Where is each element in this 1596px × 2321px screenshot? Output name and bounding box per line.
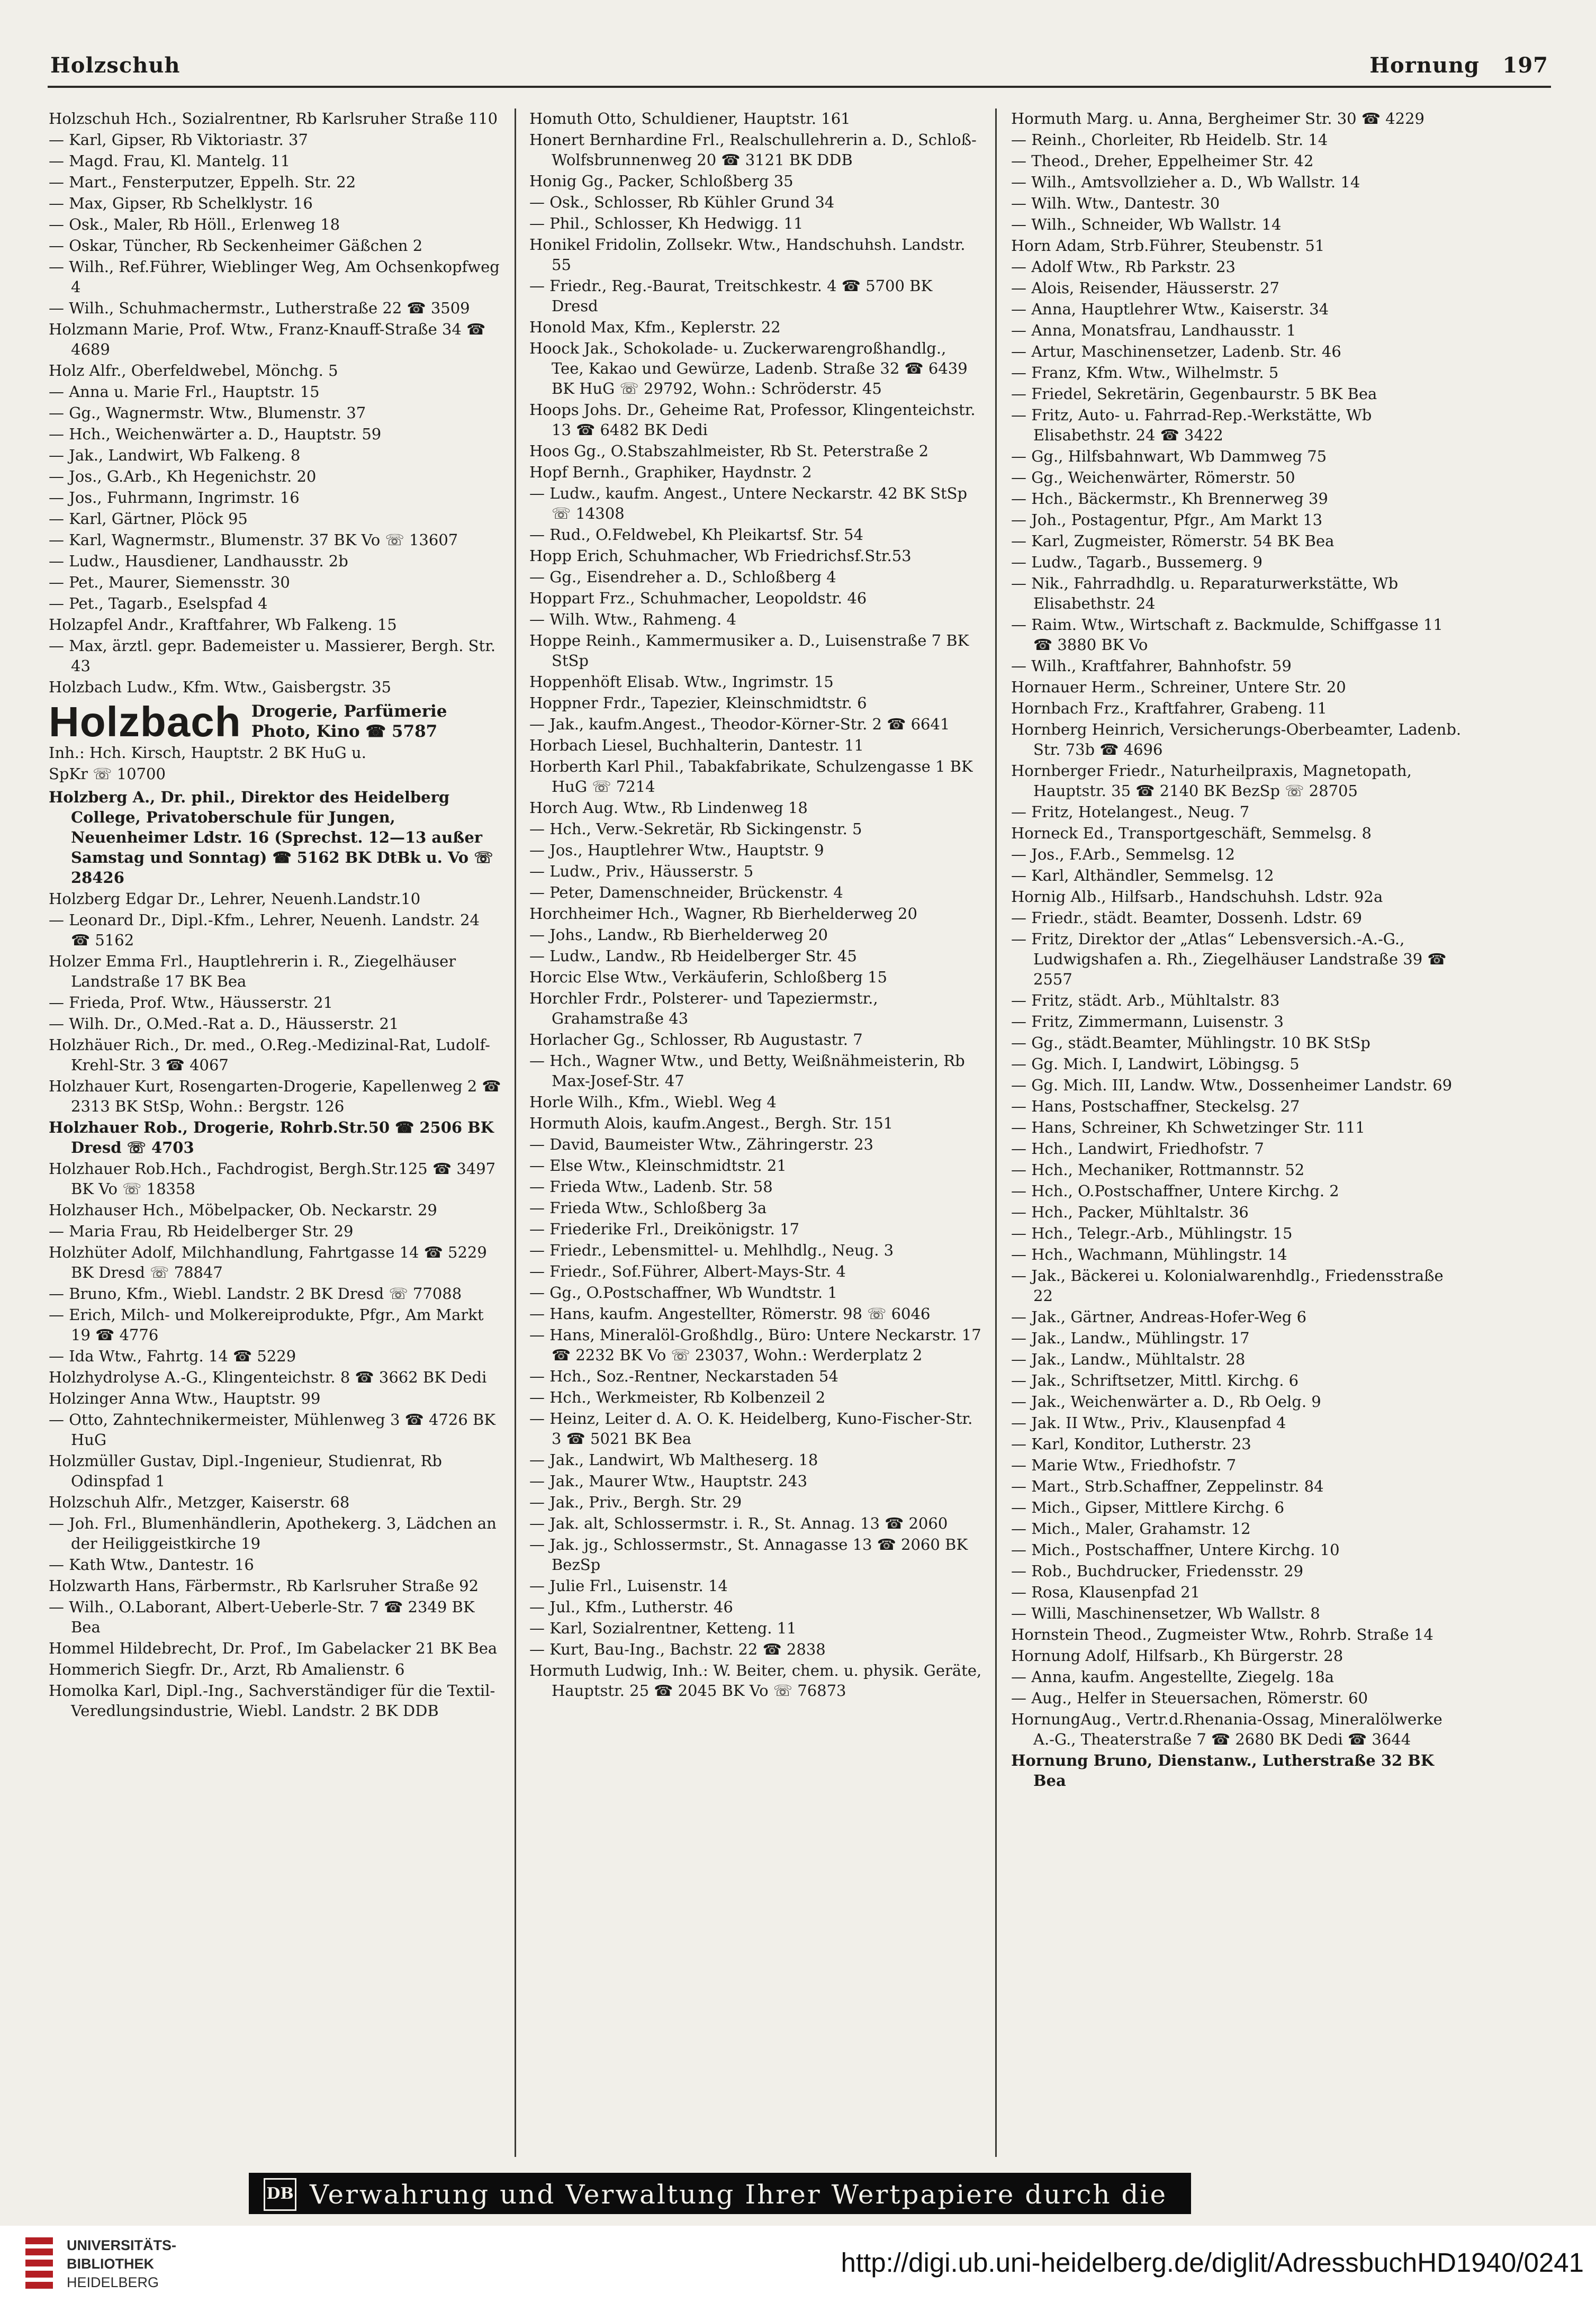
directory-entry: — Karl, Zugmeister, Römerstr. 54 BK Bea bbox=[1011, 532, 1334, 550]
column-divider bbox=[995, 109, 997, 2157]
directory-entry: — Jak., Gärtner, Andreas-Hofer-Weg 6 bbox=[1011, 1308, 1307, 1326]
directory-entry: — Osk., Schlosser, Rb Kühler Grund 34 bbox=[529, 193, 835, 211]
column-3 bbox=[1011, 109, 1464, 2157]
header-rule bbox=[48, 86, 1551, 88]
directory-entry: — Mich., Postschaffner, Untere Kirchg. 10 bbox=[1011, 1541, 1340, 1559]
directory-entry: — Phil., Schlosser, Kh Hedwigg. 11 bbox=[529, 214, 804, 232]
directory-entry: Holzapfel Andr., Kraftfahrer, Wb Falkeng. 15 bbox=[49, 616, 397, 634]
directory-entry: Homuth Otto, Schuldiener, Hauptstr. 161 bbox=[529, 110, 851, 128]
header-first-entry: Holzschuh bbox=[50, 53, 181, 78]
directory-entry: — Wilh. Dr., O.Med.-Rat a. D., Häusserstr. 21 bbox=[49, 1015, 399, 1033]
directory-entry: Holzschuh Alfr., Metzger, Kaiserstr. 68 bbox=[49, 1493, 350, 1511]
directory-entry: — Karl, Gipser, Rb Viktoriastr. 37 bbox=[49, 131, 308, 149]
library-name-line3: HEIDELBERG bbox=[67, 2274, 159, 2290]
bank-logo-icon: DB bbox=[264, 2178, 296, 2211]
directory-entry: — Jul., Kfm., Lutherstr. 46 bbox=[529, 1598, 733, 1616]
column-1 bbox=[49, 109, 501, 2157]
directory-entry: — Jak., Weichenwärter a. D., Rb Oelg. 9 bbox=[1011, 1393, 1321, 1411]
directory-entry: Hoock Jak., Schokolade- u. Zuckerwarengroßhandlg., Tee, Kakao und Gewürze, Ladenb. Straße 32 ☎ 6439 BK HuG ☏ 29792, Wohn.: Schröderstr. 45 bbox=[529, 339, 968, 398]
directory-entry: Holzberg Edgar Dr., Lehrer, Neuenh.Landstr.10 bbox=[49, 890, 421, 908]
directory-entry: — Karl, Konditor, Lutherstr. 23 bbox=[1011, 1435, 1251, 1453]
directory-entry: — Peter, Damenschneider, Brückenstr. 4 bbox=[529, 883, 843, 901]
directory-entry: Holzinger Anna Wtw., Hauptstr. 99 bbox=[49, 1389, 321, 1407]
directory-entry: — Ludw., Priv., Häusserstr. 5 bbox=[529, 862, 754, 880]
directory-entry: — Wilh., Schneider, Wb Wallstr. 14 bbox=[1011, 215, 1282, 233]
directory-entry: — Hans, Postschaffner, Steckelsg. 27 bbox=[1011, 1097, 1300, 1115]
directory-entry: Holzhüter Adolf, Milchhandlung, Fahrtgasse 14 ☎ 5229 BK Dresd ☏ 78847 bbox=[49, 1243, 487, 1281]
directory-entry: — Hch., Telegr.-Arb., Mühlingstr. 15 bbox=[1011, 1224, 1293, 1242]
directory-entry: Horbach Liesel, Buchhalterin, Dantestr. 11 bbox=[529, 736, 864, 754]
directory-entry: — Jak., Landw., Mühltalstr. 28 bbox=[1011, 1350, 1246, 1368]
holzbach-advert-business bbox=[251, 701, 447, 742]
directory-entry: — Ida Wtw., Fahrtg. 14 ☎ 5229 bbox=[49, 1347, 296, 1365]
directory-entry: — Hch., Werkmeister, Rb Kolbenzeil 2 bbox=[529, 1388, 826, 1406]
directory-entry: — Marie Wtw., Friedhofstr. 7 bbox=[1011, 1456, 1237, 1474]
directory-entry: Hoos Gg., O.Stabszahlmeister, Rb St. Peterstraße 2 bbox=[529, 442, 929, 460]
directory-entry: — Theod., Dreher, Eppelheimer Str. 42 bbox=[1011, 152, 1314, 170]
directory-entry: — Ludw., kaufm. Angest., Untere Neckarstr. 42 BK StSp ☏ 14308 bbox=[529, 484, 968, 522]
column-1-entries-bottom bbox=[49, 787, 501, 1721]
directory-entry: Horlacher Gg., Schlosser, Rb Augustastr. 7 bbox=[529, 1031, 863, 1049]
page-number: 197 bbox=[1502, 53, 1548, 78]
footer-advert-text: Verwahrung und Verwaltung Ihrer Wertpapiere durch die bbox=[310, 2179, 1168, 2210]
directory-entry: — Pet., Tagarb., Eselspfad 4 bbox=[49, 594, 268, 612]
directory-entry: — Joh. Frl., Blumenhändlerin, Apothekerg. 3, Lädchen an der Heiliggeistkirche 19 bbox=[49, 1514, 497, 1552]
directory-entry: — Hch., Wachmann, Mühlingstr. 14 bbox=[1011, 1245, 1287, 1263]
directory-entry: Holzhauser Hch., Möbelpacker, Ob. Neckarstr. 29 bbox=[49, 1201, 437, 1219]
directory-entry: — Frieda, Prof. Wtw., Häusserstr. 21 bbox=[49, 994, 333, 1012]
directory-entry: — Gg., Hilfsbahnwart, Wb Dammweg 75 bbox=[1011, 447, 1327, 465]
directory-entry: — Fritz, Direktor der „Atlas“ Lebensversich.-A.-G., Ludwigshafen a. Rh., Ziegelhäuser Landstraße 39 ☎ 2557 bbox=[1011, 930, 1447, 988]
directory-entry: Hoppenhöft Elisab. Wtw., Ingrimstr. 15 bbox=[529, 673, 834, 691]
directory-entry: — Max, Gipser, Rb Schelklystr. 16 bbox=[49, 194, 313, 212]
directory-entry: Horchler Frdr., Polsterer- und Tapeziermstr., Grahamstraße 43 bbox=[529, 989, 878, 1027]
directory-entry: — Gg. Mich. I, Landwirt, Löbingsg. 5 bbox=[1011, 1055, 1300, 1073]
directory-entry: Honold Max, Kfm., Keplerstr. 22 bbox=[529, 318, 781, 336]
directory-entry: Holzhauer Kurt, Rosengarten-Drogerie, Kapellenweg 2 ☎ 2313 BK StSp, Wohn.: Bergstr. 126 bbox=[49, 1077, 501, 1115]
directory-entry: — Hch., Mechaniker, Rottmannstr. 52 bbox=[1011, 1161, 1305, 1179]
holzbach-advert-line1: Drogerie, Parfümerie bbox=[251, 702, 447, 721]
directory-entry: — Rud., O.Feldwebel, Kh Pleikartsf. Str. 54 bbox=[529, 526, 863, 544]
directory-entry: — Karl, Althändler, Semmelsg. 12 bbox=[1011, 866, 1274, 884]
directory-entry: — Anna, kaufm. Angestellte, Ziegelg. 18a bbox=[1011, 1668, 1334, 1686]
directory-entry: — Julie Frl., Luisenstr. 14 bbox=[529, 1577, 728, 1595]
directory-entry: — Wilh., Schuhmachermstr., Lutherstraße 22 ☎ 3509 bbox=[49, 299, 470, 317]
directory-entry: — Willi, Maschinensetzer, Wb Wallstr. 8 bbox=[1011, 1604, 1320, 1622]
directory-entry: HornungAug., Vertr.d.Rhenania-Ossag, Mineralölwerke A.-G., Theaterstraße 7 ☎ 2680 BK Dedi ☎ 3644 bbox=[1011, 1710, 1442, 1748]
digitization-footer bbox=[0, 2226, 1596, 2321]
directory-entry: Hommel Hildebrecht, Dr. Prof., Im Gabelacker 21 BK Bea bbox=[49, 1639, 498, 1657]
directory-entry: — Hans, Schreiner, Kh Schwetzinger Str. 111 bbox=[1011, 1118, 1365, 1136]
directory-entry: Hopf Bernh., Graphiker, Haydnstr. 2 bbox=[529, 463, 812, 481]
directory-entry: — Wilh., O.Laborant, Albert-Ueberle-Str. 7 ☎ 2349 BK Bea bbox=[49, 1598, 475, 1636]
directory-entry: — Jak., Landwirt, Wb Falkeng. 8 bbox=[49, 446, 301, 464]
directory-entry: — Otto, Zahntechnikermeister, Mühlenweg 3 ☎ 4726 BK HuG bbox=[49, 1411, 495, 1449]
directory-entry: — Nik., Fahrradhdlg. u. Reparaturwerkstätte, Wb Elisabethstr. 24 bbox=[1011, 574, 1399, 612]
directory-entry: — Fritz, Auto- u. Fahrrad-Rep.-Werkstätte, Wb Elisabethstr. 24 ☎ 3422 bbox=[1011, 406, 1372, 444]
directory-entry: — Reinh., Chorleiter, Rb Heidelb. Str. 14 bbox=[1011, 131, 1328, 149]
directory-entry: Hornung Adolf, Hilfsarb., Kh Bürgerstr. 28 bbox=[1011, 1647, 1343, 1665]
directory-entry: Honikel Fridolin, Zollsekr. Wtw., Handschuhsh. Landstr. 55 bbox=[529, 236, 966, 274]
column-2 bbox=[529, 109, 982, 2157]
directory-entry: — Friedr., städt. Beamter, Dossenh. Ldstr. 69 bbox=[1011, 909, 1363, 927]
directory-entry: — Gg., O.Postschaffner, Wb Wundtstr. 1 bbox=[529, 1284, 837, 1302]
directory-entry: — Rosa, Klausenpfad 21 bbox=[1011, 1583, 1201, 1601]
directory-entry: — Jos., Fuhrmann, Ingrimstr. 16 bbox=[49, 489, 300, 507]
directory-entry: — Friedr., Sof.Führer, Albert-Mays-Str. 4 bbox=[529, 1262, 846, 1280]
directory-entry: — Adolf Wtw., Rb Parkstr. 23 bbox=[1011, 258, 1236, 276]
directory-entry: — Wilh., Ref.Führer, Wieblinger Weg, Am Ochsenkopfweg 4 bbox=[49, 258, 500, 296]
university-library-logo-icon bbox=[25, 2237, 53, 2297]
directory-entry: Hornstein Theod., Zugmeister Wtw., Rohrb. Straße 14 bbox=[1011, 1625, 1433, 1643]
directory-entry: — Mich., Gipser, Mittlere Kirchg. 6 bbox=[1011, 1498, 1285, 1516]
directory-entry: Holz Alfr., Oberfeldwebel, Mönchg. 5 bbox=[49, 362, 338, 380]
directory-entry: — Hch., Packer, Mühltalstr. 36 bbox=[1011, 1203, 1249, 1221]
holzbach-advert-line2: Photo, Kino ☎ 5787 bbox=[251, 722, 438, 741]
directory-entry: — Jak., Priv., Bergh. Str. 29 bbox=[529, 1493, 742, 1511]
directory-entry: — Karl, Wagnermstr., Blumenstr. 37 BK Vo ☏ 13607 bbox=[49, 531, 458, 549]
directory-entry: — Hch., Verw.-Sekretär, Rb Sickingenstr. 5 bbox=[529, 820, 862, 838]
source-url-link[interactable]: http://digi.ub.uni-heidelberg.de/diglit/AdressbuchHD1940/0241 bbox=[841, 2247, 1584, 2278]
directory-entry: — Jak., kaufm.Angest., Theodor-Körner-Str. 2 ☎ 6641 bbox=[529, 715, 950, 733]
directory-entry: Hornbach Frz., Kraftfahrer, Grabeng. 11 bbox=[1011, 699, 1327, 717]
directory-entry: — Karl, Gärtner, Plöck 95 bbox=[49, 510, 248, 528]
directory-entry: — Pet., Maurer, Siemensstr. 30 bbox=[49, 573, 290, 591]
directory-entry: Honig Gg., Packer, Schloßberg 35 bbox=[529, 172, 794, 190]
directory-entry: Hormuth Ludwig, Inh.: W. Beiter, chem. u. physik. Geräte, Hauptstr. 25 ☎ 2045 BK Vo ☏ 76873 bbox=[529, 1661, 982, 1700]
directory-entry: Hormuth Marg. u. Anna, Bergheimer Str. 30 ☎ 4229 bbox=[1011, 110, 1424, 128]
directory-entry: Holzer Emma Frl., Hauptlehrerin i. R., Ziegelhäuser Landstraße 17 BK Bea bbox=[49, 952, 456, 990]
directory-entry: — Mich., Maler, Grahamstr. 12 bbox=[1011, 1520, 1251, 1538]
directory-entry: Horn Adam, Strb.Führer, Steubenstr. 51 bbox=[1011, 237, 1325, 255]
directory-entry: — Erich, Milch- und Molkereiprodukte, Pfgr., Am Markt 19 ☎ 4776 bbox=[49, 1306, 484, 1344]
directory-entry: — Artur, Maschinensetzer, Ladenb. Str. 46 bbox=[1011, 342, 1341, 360]
directory-entry: Hoppe Reinh., Kammermusiker a. D., Luisenstraße 7 BK StSp bbox=[529, 631, 969, 670]
directory-entry: Honert Bernhardine Frl., Realschullehrerin a. D., Schloß-Wolfsbrunnenweg 20 ☎ 3121 BK DDB bbox=[529, 131, 977, 169]
directory-entry: — Ludw., Tagarb., Bussemerg. 9 bbox=[1011, 553, 1263, 571]
directory-entry: — Maria Frau, Rb Heidelberger Str. 29 bbox=[49, 1222, 354, 1240]
directory-entry: Hornauer Herm., Schreiner, Untere Str. 20 bbox=[1011, 678, 1346, 696]
library-name-line1: UNIVERSITÄTS- bbox=[67, 2237, 177, 2253]
directory-entry: — Ludw., Landw., Rb Heidelberger Str. 45 bbox=[529, 947, 857, 965]
directory-entry: Holzhauer Rob., Drogerie, Rohrb.Str.50 ☎ 2506 BK Dresd ☏ 4703 bbox=[49, 1118, 494, 1157]
holzbach-advert bbox=[49, 698, 501, 784]
directory-entry: — Max, ärztl. gepr. Bademeister u. Massierer, Bergh. Str. 43 bbox=[49, 637, 496, 675]
directory-entry: — Hch., Soz.-Rentner, Neckarstaden 54 bbox=[529, 1367, 838, 1385]
directory-entry: — Friederike Frl., Dreikönigstr. 17 bbox=[529, 1220, 800, 1238]
directory-entry: Hornung Bruno, Dienstanw., Lutherstraße 32 BK Bea bbox=[1011, 1751, 1435, 1790]
directory-entry: — Raim. Wtw., Wirtschaft z. Backmulde, Schiffgasse 11 ☎ 3880 BK Vo bbox=[1011, 616, 1443, 654]
directory-entry: — Hch., Weichenwärter a. D., Hauptstr. 59 bbox=[49, 425, 382, 443]
directory-entry: Hornberger Friedr., Naturheilpraxis, Magnetopath, Hauptstr. 35 ☎ 2140 BK BezSp ☏ 28705 bbox=[1011, 762, 1412, 800]
directory-entry: — Johs., Landw., Rb Bierhelderweg 20 bbox=[529, 926, 828, 944]
directory-entry: — Heinz, Leiter d. A. O. K. Heidelberg, Kuno-Fischer-Str. 3 ☎ 5021 BK Bea bbox=[529, 1410, 973, 1448]
directory-entry: — Jak., Landw., Mühlingstr. 17 bbox=[1011, 1329, 1250, 1347]
directory-entry: — Gg. Mich. III, Landw. Wtw., Dossenheimer Landstr. 69 bbox=[1011, 1076, 1453, 1094]
directory-entry: Hornberg Heinrich, Versicherungs-Oberbeamter, Ladenb. Str. 73b ☎ 4696 bbox=[1011, 720, 1462, 758]
directory-entry: Holzhäuer Rich., Dr. med., O.Reg.-Medizinal-Rat, Ludolf-Krehl-Str. 3 ☎ 4067 bbox=[49, 1036, 490, 1074]
directory-entry: — Jak., Maurer Wtw., Hauptstr. 243 bbox=[529, 1472, 808, 1490]
directory-entry: Horle Wilh., Kfm., Wiebl. Weg 4 bbox=[529, 1093, 777, 1111]
directory-entry: Hommerich Siegfr. Dr., Arzt, Rb Amalienstr. 6 bbox=[49, 1660, 405, 1678]
directory-entry: Hormuth Alois, kaufm.Angest., Bergh. Str. 151 bbox=[529, 1114, 894, 1132]
directory-entry: — Wilh., Amtsvollzieher a. D., Wb Wallstr. 14 bbox=[1011, 173, 1360, 191]
directory-entry: Holzmann Marie, Prof. Wtw., Franz-Knauff-Straße 34 ☎ 4689 bbox=[49, 320, 486, 358]
directory-entry: Holzhauer Rob.Hch., Fachdrogist, Bergh.Str.125 ☎ 3497 BK Vo ☏ 18358 bbox=[49, 1160, 496, 1198]
directory-entry: — Friedel, Sekretärin, Gegenbaurstr. 5 BK Bea bbox=[1011, 385, 1377, 403]
directory-entry: — Magd. Frau, Kl. Mantelg. 11 bbox=[49, 152, 291, 170]
holzbach-advert-account: SpKr ☏ 10700 bbox=[49, 765, 166, 783]
directory-entry: — Wilh. Wtw., Dantestr. 30 bbox=[1011, 194, 1220, 212]
directory-entry: Hoppart Frz., Schuhmacher, Leopoldstr. 46 bbox=[529, 589, 867, 607]
directory-entry: Horchheimer Hch., Wagner, Rb Bierhelderweg 20 bbox=[529, 905, 917, 923]
directory-entry: — Jak. jg., Schlossermstr., St. Annagasse 13 ☎ 2060 BK BezSp bbox=[529, 1536, 968, 1574]
header-last-entry: Hornung bbox=[1369, 53, 1480, 78]
directory-entry: Holzwarth Hans, Färbermstr., Rb Karlsruher Straße 92 bbox=[49, 1577, 479, 1595]
directory-entry: — Mart., Fensterputzer, Eppelh. Str. 22 bbox=[49, 173, 356, 191]
directory-entry: — Hans, kaufm. Angestellter, Römerstr. 98 ☏ 6046 bbox=[529, 1305, 931, 1323]
directory-entry: — Else Wtw., Kleinschmidtstr. 21 bbox=[529, 1157, 787, 1175]
directory-entry: — Hans, Mineralöl-Großhdlg., Büro: Untere Neckarstr. 17 ☎ 2232 BK Vo ☏ 23037, Wohn.: Werderplatz 2 bbox=[529, 1326, 981, 1364]
directory-entry: — Fritz, Hotelangest., Neug. 7 bbox=[1011, 803, 1250, 821]
holzbach-advert-name: Holzbach bbox=[49, 698, 241, 745]
directory-entry: — Jos., Hauptlehrer Wtw., Hauptstr. 9 bbox=[529, 841, 824, 859]
page-header bbox=[50, 49, 1548, 86]
directory-entry: — Hch., O.Postschaffner, Untere Kirchg. 2 bbox=[1011, 1182, 1339, 1200]
directory-entry: — Wilh. Wtw., Rahmeng. 4 bbox=[529, 610, 736, 628]
directory-entry: Hornig Alb., Hilfsarb., Handschuhsh. Ldstr. 92a bbox=[1011, 888, 1383, 906]
directory-entry: — Anna, Hauptlehrer Wtw., Kaiserstr. 34 bbox=[1011, 300, 1329, 318]
directory-entry: Hoops Johs. Dr., Geheime Rat, Professor, Klingenteichstr. 13 ☎ 6482 BK Dedi bbox=[529, 401, 976, 439]
directory-entry: Holzhydrolyse A.-G., Klingenteichstr. 8 ☎ 3662 BK Dedi bbox=[49, 1368, 487, 1386]
directory-entry: — Anna, Monatsfrau, Landhausstr. 1 bbox=[1011, 321, 1296, 339]
directory-entry: Holzschuh Hch., Sozialrentner, Rb Karlsruher Straße 110 bbox=[49, 110, 498, 128]
directory-entry: — Osk., Maler, Rb Höll., Erlenweg 18 bbox=[49, 215, 340, 233]
directory-entry: Horch Aug. Wtw., Rb Lindenweg 18 bbox=[529, 799, 808, 817]
directory-entry: — Hch., Wagner Wtw., und Betty, Weißnähmeisterin, Rb Max-Josef-Str. 47 bbox=[529, 1052, 965, 1090]
directory-entry: — Leonard Dr., Dipl.-Kfm., Lehrer, Neuenh. Landstr. 24 ☎ 5162 bbox=[49, 911, 480, 949]
directory-entry: — Aug., Helfer in Steuersachen, Römerstr. 60 bbox=[1011, 1689, 1368, 1707]
column-1-entries-top bbox=[49, 109, 501, 697]
library-name-line2: BIBLIOTHEK bbox=[67, 2256, 154, 2272]
directory-entry: — Karl, Sozialrentner, Ketteng. 11 bbox=[529, 1619, 797, 1637]
directory-entry: Horcic Else Wtw., Verkäuferin, Schloßberg 15 bbox=[529, 968, 887, 986]
footer-advert-banner bbox=[249, 2173, 1191, 2214]
directory-entry: — Jak., Bäckerei u. Kolonialwarenhdlg., Friedensstraße 22 bbox=[1011, 1267, 1444, 1305]
directory-entry: — Jos., F.Arb., Semmelsg. 12 bbox=[1011, 845, 1235, 863]
directory-entry: — Gg., Eisendreher a. D., Schloßberg 4 bbox=[529, 568, 836, 586]
directory-entry: — Hch., Landwirt, Friedhofstr. 7 bbox=[1011, 1140, 1264, 1158]
directory-entry: — Friedr., Lebensmittel- u. Mehlhdlg., Neug. 3 bbox=[529, 1241, 894, 1259]
directory-entry: — Ludw., Hausdiener, Landhausstr. 2b bbox=[49, 552, 348, 570]
directory-entry: — Jak., Landwirt, Wb Maltheserg. 18 bbox=[529, 1451, 818, 1469]
directory-entry: — Gg., Weichenwärter, Römerstr. 50 bbox=[1011, 468, 1295, 486]
directory-entry: — Fritz, städt. Arb., Mühltalstr. 83 bbox=[1011, 991, 1280, 1009]
directory-entry: — Alois, Reisender, Häusserstr. 27 bbox=[1011, 279, 1279, 297]
column-2-entries bbox=[529, 109, 982, 1701]
directory-entry: — Jos., G.Arb., Kh Hegenichstr. 20 bbox=[49, 467, 317, 485]
column-3-entries bbox=[1011, 109, 1464, 1791]
column-divider bbox=[515, 109, 516, 2157]
directory-entry: Horneck Ed., Transportgeschäft, Semmelsg. 8 bbox=[1011, 824, 1372, 842]
directory-entry: — Jak. II Wtw., Priv., Klausenpfad 4 bbox=[1011, 1414, 1286, 1432]
university-library-name bbox=[67, 2236, 176, 2292]
directory-entry: — Kurt, Bau-Ing., Bachstr. 22 ☎ 2838 bbox=[529, 1640, 826, 1658]
directory-entry: — Jak., Schriftsetzer, Mittl. Kirchg. 6 bbox=[1011, 1371, 1299, 1389]
directory-entry: — Gg., städt.Beamter, Mühlingstr. 10 BK StSp bbox=[1011, 1034, 1370, 1052]
directory-entry: Holzbach Ludw., Kfm. Wtw., Gaisbergstr. 35 bbox=[49, 678, 391, 696]
directory-entry: Holzberg A., Dr. phil., Direktor des Heidelberg College, Privatoberschule für Jungen, Neuenheimer Ldstr. 16 (Sprechst. 12—13 außer Samstag und Sonntag) ☎ 5162 BK DtBk u. Vo ☏ 28426 bbox=[49, 788, 493, 887]
directory-entry: — Wilh., Kraftfahrer, Bahnhofstr. 59 bbox=[1011, 657, 1292, 675]
directory-entry: — Jak. alt, Schlossermstr. i. R., St. Annag. 13 ☎ 2060 bbox=[529, 1514, 948, 1532]
directory-entry: — Joh., Postagentur, Pfgr., Am Markt 13 bbox=[1011, 511, 1323, 529]
directory-entry: — Friedr., Reg.-Baurat, Treitschkestr. 4 ☎ 5700 BK Dresd bbox=[529, 277, 933, 315]
directory-entry: Hoppner Frdr., Tapezier, Kleinschmidtstr. 6 bbox=[529, 694, 867, 712]
directory-entry: — Oskar, Tüncher, Rb Seckenheimer Gäßchen 2 bbox=[49, 237, 423, 255]
directory-entry: Horberth Karl Phil., Tabakfabrikate, Schulzengasse 1 BK HuG ☏ 7214 bbox=[529, 757, 973, 796]
directory-entry: — Rob., Buchdrucker, Friedensstr. 29 bbox=[1011, 1562, 1304, 1580]
directory-entry: Homolka Karl, Dipl.-Ing., Sachverständiger für die Textil-Veredlungsindustrie, Wiebl. Landstr. 2 BK DDB bbox=[49, 1682, 495, 1720]
directory-entry: — David, Baumeister Wtw., Zähringerstr. 23 bbox=[529, 1135, 873, 1153]
directory-entry: — Fritz, Zimmermann, Luisenstr. 3 bbox=[1011, 1013, 1284, 1031]
directory-entry: — Kath Wtw., Dantestr. 16 bbox=[49, 1556, 254, 1574]
holzbach-advert-owner: Inh.: Hch. Kirsch, Hauptstr. 2 BK HuG u. bbox=[49, 744, 366, 762]
directory-entry: Holzmüller Gustav, Dipl.-Ingenieur, Studienrat, Rb Odinspfad 1 bbox=[49, 1452, 442, 1490]
directory-entry: — Bruno, Kfm., Wiebl. Landstr. 2 BK Dresd ☏ 77088 bbox=[49, 1285, 462, 1303]
directory-entry: Hopp Erich, Schuhmacher, Wb Friedrichsf.Str.53 bbox=[529, 547, 912, 565]
directory-entry: — Gg., Wagnermstr. Wtw., Blumenstr. 37 bbox=[49, 404, 366, 422]
directory-entry: — Mart., Strb.Schaffner, Zeppelinstr. 84 bbox=[1011, 1477, 1324, 1495]
directory-entry: — Franz, Kfm. Wtw., Wilhelmstr. 5 bbox=[1011, 364, 1279, 382]
directory-entry: — Hch., Bäckermstr., Kh Brennerweg 39 bbox=[1011, 490, 1328, 508]
directory-entry: — Anna u. Marie Frl., Hauptstr. 15 bbox=[49, 383, 320, 401]
directory-entry: — Frieda Wtw., Ladenb. Str. 58 bbox=[529, 1178, 773, 1196]
directory-entry: — Frieda Wtw., Schloßberg 3a bbox=[529, 1199, 767, 1217]
